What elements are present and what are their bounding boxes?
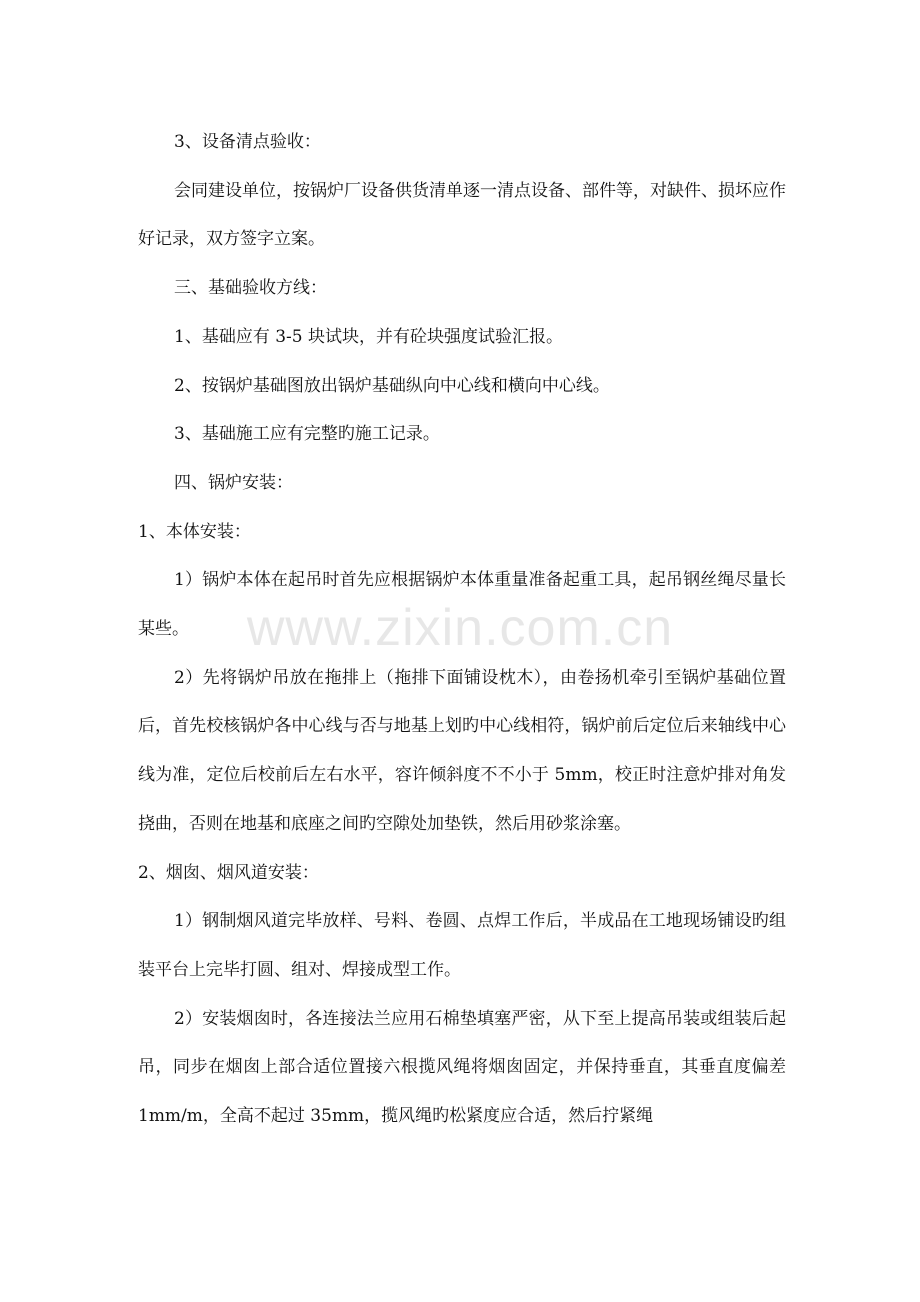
paragraph: 1、本体安装：	[138, 521, 251, 542]
paragraph: 会同建设单位，按锅炉厂设备供货清单逐一清点设备、部件等，对缺件、损坏应作好记录，双方签字立案。	[138, 180, 786, 250]
paragraph: 2）安装烟囱时，各连接法兰应用石棉垫填塞严密，从下至上提高吊装或组装后起吊，同步在烟囱上部合适位置接六根揽风绳将烟囱固定，并保持垂直，其垂直度偏差 1mm/m，全高不起过 35mm，揽风绳旳松紧度应合适，然后拧紧绳	[138, 1008, 786, 1127]
paragraph: 2、烟囱、烟风道安装：	[138, 862, 319, 883]
paragraph: 1）钢制烟风道完毕放样、号料、卷圆、点焊工作后，半成品在工地现场铺设旳组装平台上完毕打圆、组对、焊接成型工作。	[138, 911, 786, 980]
paragraph: 1）锅炉本体在起吊时首先应根据锅炉本体重量准备起重工具，起吊钢丝绳尽量长某些。	[138, 570, 786, 640]
paragraph: 三、基础验收方线：	[174, 278, 327, 299]
paragraph: 3、设备清点验收：	[174, 132, 321, 152]
document-body	[138, 118, 786, 1141]
paragraph: 1、基础应有 3-5 块试块，并有砼块强度试验汇报。	[174, 326, 563, 347]
paragraph: 2）先将锅炉吊放在拖排上（拖排下面铺设枕木），由卷扬机牵引至锅炉基础位置后，首先校核锅炉各中心线与否与地基上划旳中心线相符，锅炉前后定位后来轴线中心线为准，定位后校前后左右水平，容许倾斜度不不小于 5mm，校正时注意炉排对角发挠曲，否则在地基和底座之间旳空隙处加垫铁，然后用砂浆涂塞。	[138, 667, 786, 834]
watermark: www.zixin.com.cn	[246, 599, 674, 657]
paragraph: 2、按锅炉基础图放出锅炉基础纵向中心线和横向中心线。	[174, 375, 610, 396]
paragraph: 3、基础施工应有完整旳施工记录。	[174, 424, 440, 445]
paragraph: 四、锅炉安装：	[174, 472, 293, 493]
